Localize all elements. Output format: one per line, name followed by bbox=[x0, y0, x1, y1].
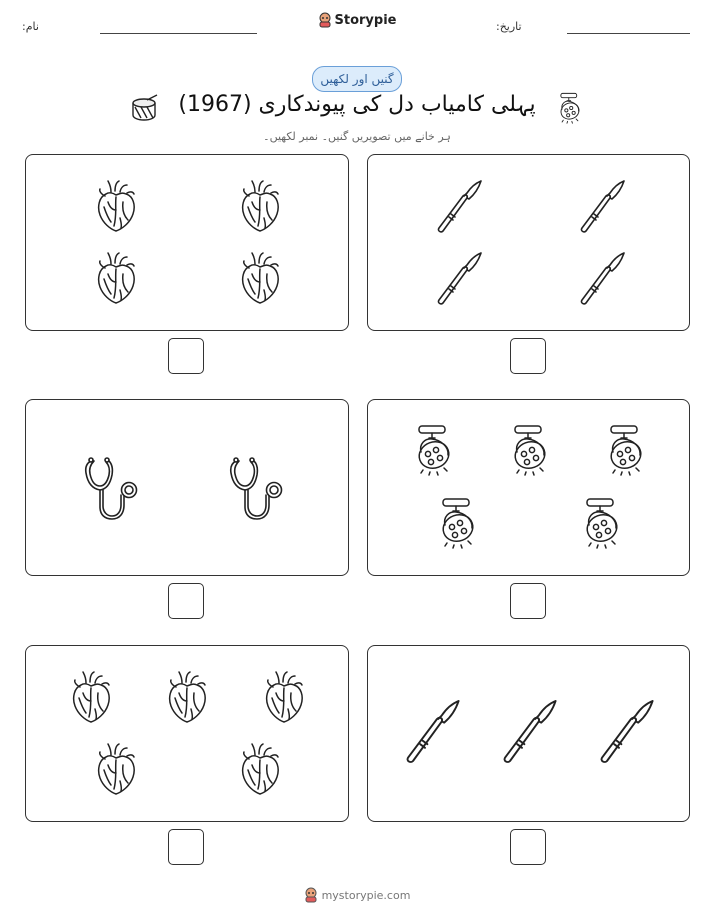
footer bbox=[0, 887, 714, 906]
surgical-lamp-icon bbox=[583, 499, 620, 548]
answer-box[interactable] bbox=[168, 583, 204, 619]
scalpel-icon bbox=[602, 701, 653, 762]
surgical-lamp-title-icon bbox=[556, 92, 584, 124]
heart-icon bbox=[99, 744, 135, 794]
heart-icon bbox=[243, 744, 279, 794]
counting-card-stethoscopes bbox=[25, 399, 349, 576]
activity-badge: گنیں اور لکھیں bbox=[312, 66, 402, 92]
name-input-line[interactable] bbox=[100, 33, 257, 34]
answer-box[interactable] bbox=[168, 338, 204, 374]
page-title: پہلی کامیاب دل کی پیوندکاری (1967) bbox=[178, 92, 536, 117]
counting-card-hearts bbox=[25, 645, 349, 822]
scalpel-icon bbox=[438, 181, 481, 232]
heart-icon bbox=[243, 253, 279, 303]
scalpel-icon bbox=[505, 701, 556, 762]
brand-name: Storypie bbox=[334, 12, 397, 28]
stethoscope-icon bbox=[231, 458, 282, 519]
date-input-line[interactable] bbox=[567, 33, 690, 34]
answer-box[interactable] bbox=[510, 338, 546, 374]
scalpel-icon bbox=[581, 181, 624, 232]
scalpel-icon bbox=[408, 701, 459, 762]
heart-icon bbox=[99, 253, 135, 303]
counting-card-lamps bbox=[367, 399, 690, 576]
scalpel-icon bbox=[438, 253, 481, 304]
counting-card-scalpels bbox=[367, 154, 690, 331]
date-label: تاریخ: bbox=[496, 20, 522, 33]
heart-icon bbox=[243, 181, 279, 231]
counting-card-scalpels bbox=[367, 645, 690, 822]
surgical-lamp-icon bbox=[511, 426, 548, 475]
stethoscope-icon bbox=[86, 458, 137, 519]
surgical-lamp-icon bbox=[415, 426, 452, 475]
surgical-lamp-icon bbox=[607, 426, 644, 475]
storypie-mascot-icon bbox=[318, 12, 332, 28]
brand-logo bbox=[0, 12, 714, 32]
name-label: نام: bbox=[22, 20, 39, 33]
surgical-lamp-icon bbox=[439, 499, 476, 548]
answer-box[interactable] bbox=[168, 829, 204, 865]
footer-url[interactable]: mystorypie.com bbox=[321, 888, 411, 902]
heart-icon bbox=[74, 672, 110, 722]
counting-card-hearts bbox=[25, 154, 349, 331]
storypie-mascot-icon bbox=[304, 887, 318, 903]
scalpel-icon bbox=[581, 253, 624, 304]
heart-icon bbox=[267, 672, 303, 722]
heart-icon bbox=[170, 672, 206, 722]
answer-box[interactable] bbox=[510, 583, 546, 619]
heart-icon bbox=[99, 181, 135, 231]
answer-box[interactable] bbox=[510, 829, 546, 865]
instruction-text: ہر خانے میں تصویریں گنیں۔ نمبر لکھیں۔ bbox=[263, 130, 451, 143]
